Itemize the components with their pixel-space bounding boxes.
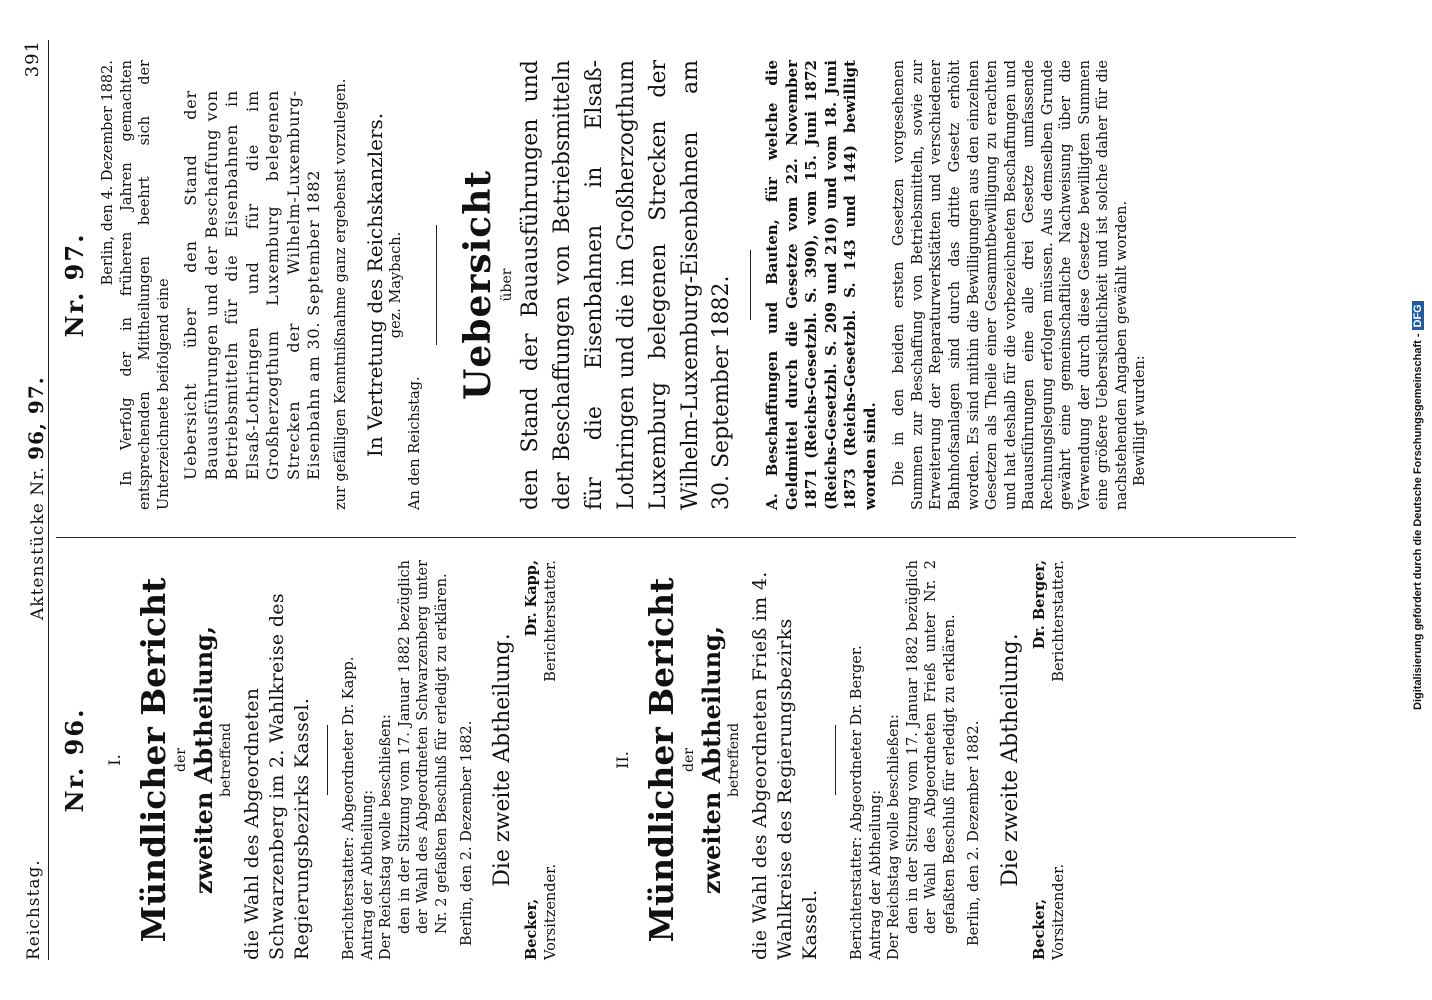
doc-number-97: Nr. 97. xyxy=(60,232,89,338)
signatures-1 xyxy=(523,560,561,960)
page-number: 391 xyxy=(22,40,43,78)
report-title-1: Mündlicher Bericht xyxy=(134,577,173,943)
berichterstatter-2: Berichterstatter: Abgeordneter Dr. Berger. xyxy=(848,645,865,960)
header-center xyxy=(24,376,48,620)
report-title-2: Mündlicher Bericht xyxy=(641,577,681,943)
abteilung-2: zweiten Abtheilung, xyxy=(696,625,726,895)
left-column xyxy=(60,560,1069,960)
sign-left-name-2: Becker, xyxy=(1030,898,1048,960)
subject-1: die Wahl des Abgeordneten Schwarzenberg im 2. Wahlkreise des Regierungsbezirks Kassel. xyxy=(241,593,314,960)
rule-3 xyxy=(436,225,437,345)
doc-number-96: Nr. 96. xyxy=(60,707,89,813)
body-text: Die in den beiden ersten Gesetzen vorgesehenen Summen zur Beschaffung von Betriebsmitteln, sowie zur Erweiterung der Reparaturwerkstätten und verschiedener Bahnhofsanlagen sind durch das dritte Gesetz erhöht worden. Es sind mithin die Bewilligungen aus den einzelnen Gesetzen als Theile einer Gesammtbewilligung zu erachten und hat deshalb für die vorbezeichneten Beschaffungen und Bauausführungen eine alle drei Gesetze umfassende Rechnungslegung erfolgen müssen. Aus demselben Grunde gewährt eine gemeinschaftliche Nachweisung über die Verwendung der durch diese Gesetze bewilligten Summen eine größere Uebersichtlichkeit und ist solche daher für die nachstehenden Angaben gewählt worden. xyxy=(891,60,1130,510)
bewilligt-line: Bewilligt wurden: xyxy=(1132,355,1149,486)
dateline: Berlin, den 4. Dezember 1882. xyxy=(100,60,116,286)
page-header xyxy=(18,40,49,960)
abteilung-sign-2: Die zweite Abtheilung. xyxy=(997,633,1023,887)
section-roman-2: II. xyxy=(612,751,632,769)
sign-left-role-1: Vorsitzender. xyxy=(542,863,559,960)
sign-right-name-2: Dr. Berger, xyxy=(1030,560,1048,650)
antrag-intro-1: Antrag der Abtheilung: xyxy=(359,789,376,960)
berichterstatter-1: Berichterstatter: Abgeordneter Dr. Kapp. xyxy=(341,656,358,960)
date-2: Berlin, den 2. Dezember 1882. xyxy=(966,720,983,946)
uebersicht-subject: den Stand der Bauausführungen und der Beschaffungen von Betriebsmitteln für die Eisenbahnen in Elsaß-Lothringen und die im Großherzogthum Luxemburg belegenen Strecken der Wilhelm-Luxemburg-Eisenbahnen am 30. September 1882. xyxy=(518,60,735,510)
betreffend-2: betreffend xyxy=(725,722,742,798)
der-label-2: der xyxy=(680,748,697,772)
closing-text: zur gefälligen Kenntnißnahme ganz ergebenst vorzulegen. xyxy=(333,78,350,510)
header-center-numbers: 96, 97. xyxy=(24,376,48,460)
signatures-2 xyxy=(1031,560,1069,960)
rule-4 xyxy=(750,250,751,320)
uebersicht-title: Uebersicht xyxy=(457,170,500,401)
sign-right-name-1: Dr. Kapp, xyxy=(523,560,541,637)
antrag-intro-2: Antrag der Abtheilung: xyxy=(867,789,884,960)
right-column xyxy=(60,60,1150,510)
header-center-prefix: Aktenstücke Nr. xyxy=(28,466,48,620)
column-divider xyxy=(56,537,1296,538)
betreffend-1: betreffend xyxy=(218,722,234,798)
antrag-line-1: Der Reichstag wolle beschließen: xyxy=(378,714,395,960)
date-1: Berlin, den 2. Dezember 1882. xyxy=(458,720,475,946)
antrag-text-2: den in der Sitzung vom 17. Januar 1882 bezüglich der Wahl des Abgeordneten Frieß unter Nr. 2 gefaßten Beschluß für erledigt zu erklären. xyxy=(904,560,958,934)
section-roman-1: I. xyxy=(105,754,124,766)
signed-by: gez. Maybach. xyxy=(388,231,405,339)
funding-note-text: Digitalisierung gefördert durch die Deutsche Forschungsgemeinschaft - xyxy=(1412,333,1424,710)
uebersicht-block: Uebersicht über den Stand der Bauausführungen und der Beschaffung von Betriebsmitteln für die Eisenbahnen in Elsaß-Lothringen und für die im Großherzogthum Luxemburg belegenen Strecken der Wilhelm-Luxemburg-Eisenbahn am 30. September 1882 xyxy=(181,90,323,480)
section-a-heading: A. Beschaffungen und Bauten, für welche die Geldmittel durch die Gesetze vom 22. November 1871 (Reichs-Gesetzbl. S. 390), vom 15. Juni 1872 (Reichs-Gesetzbl. S. 209 und 210) und vom 18. Juni 1873 (Reichs-Gesetzbl. S. 143 und 144) bewilligt worden sind. xyxy=(763,60,879,510)
sign-left-role-2: Vorsitzender. xyxy=(1050,863,1067,960)
subject-2: die Wahl des Abgeordneten Frieß im 4. Wahlkreise des Regierungsbezirks Kassel. xyxy=(748,571,821,960)
sign-right-role-1: Berichterstatter. xyxy=(542,560,559,682)
sign-left-name-1: Becker, xyxy=(523,898,541,960)
dfg-badge: DFG xyxy=(1412,301,1424,330)
funding-note xyxy=(1412,30,1426,710)
vertretung: In Vertretung des Reichskanzlers. xyxy=(363,112,388,458)
header-left: Reichstag. xyxy=(24,859,44,960)
sign-right-role-2: Berichterstatter. xyxy=(1050,560,1067,682)
abteilung-sign-1: Die zweite Abtheilung. xyxy=(490,633,516,887)
der-label-1: der xyxy=(173,748,189,772)
ueber-label: über xyxy=(499,268,516,302)
antrag-text-1: den in der Sitzung vom 17. Januar 1882 bezüglich der Wahl des Abgeordneten Schwarzenberg unter Nr. 2 gefaßten Beschluß für erledigt zu erklären. xyxy=(396,560,450,934)
abteilung-1: zweiten Abtheilung, xyxy=(189,625,218,895)
rule-2 xyxy=(835,725,836,795)
addressee: An den Reichstag. xyxy=(406,376,423,510)
antrag-line-2: Der Reichstag wolle beschließen: xyxy=(886,714,903,960)
rule-1 xyxy=(327,725,328,795)
intro-text: In Verfolg der in früheren Jahren gemachten entsprechenden Mittheilungen beehrt sich der Unterzeichnete beifolgend eine xyxy=(118,60,172,510)
